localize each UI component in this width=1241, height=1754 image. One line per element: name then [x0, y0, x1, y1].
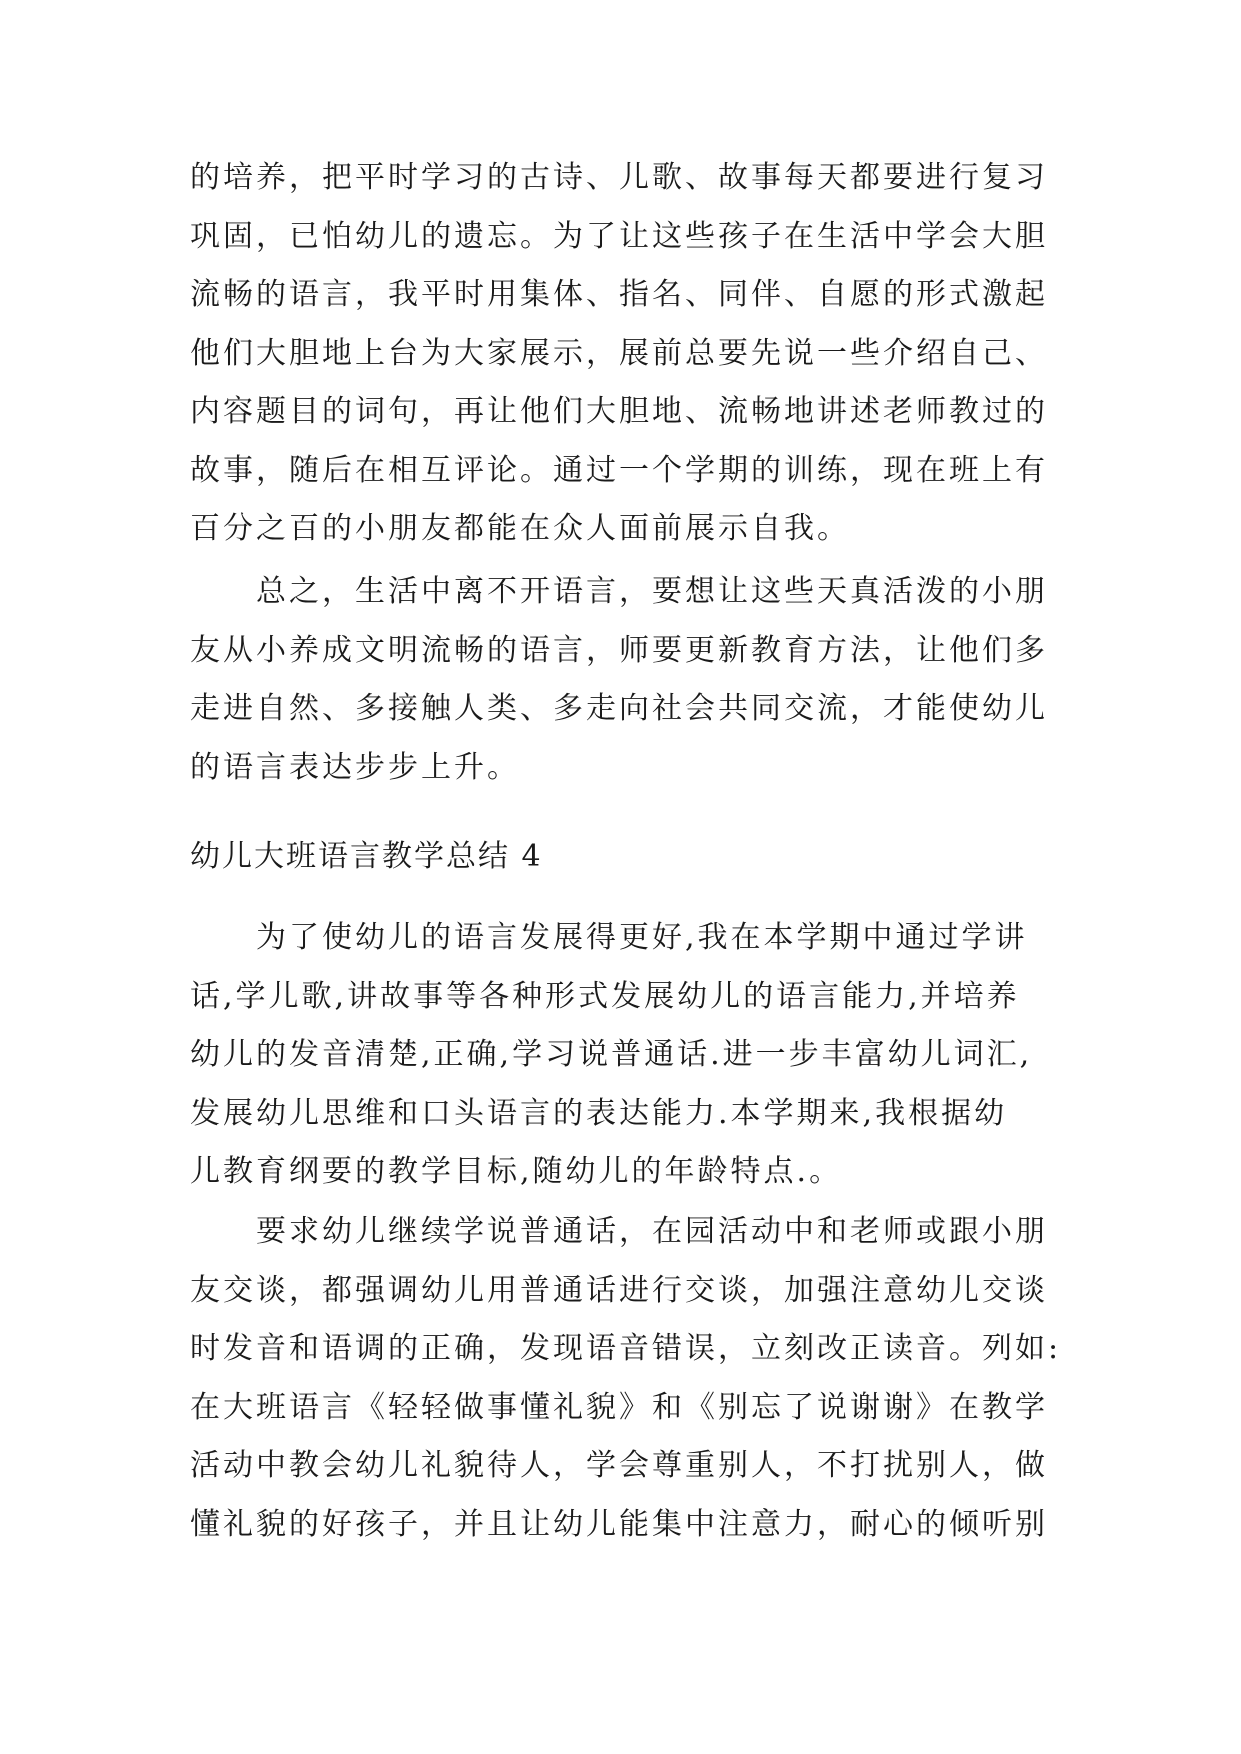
- text-line: 的语言表达步步上升。: [190, 749, 520, 785]
- text-line: 友从小养成文明流畅的语言，师要更新教育方法，让他们多: [190, 632, 1048, 668]
- text-line: 发展幼儿思维和口头语言的表达能力.本学期来,我根据幼: [190, 1095, 1008, 1131]
- paragraph-requirements: [190, 1203, 1062, 1554]
- text-line: 的培养，把平时学习的古诗、儿歌、故事每天都要进行复习: [190, 160, 1048, 195]
- text-line: 幼儿的发音清楚,正确,学习说普通话.进一步丰富幼儿词汇,: [190, 1037, 1033, 1072]
- text-line: 为了使幼儿的语言发展得更好,我在本学期中通过学讲: [256, 920, 1028, 955]
- text-line: 时发音和语调的正确，发现语音错误，立刻改正读音。列如:: [190, 1331, 1062, 1366]
- section-heading: 幼儿大班语言教学总结 4: [190, 839, 543, 874]
- text-line: 走进自然、多接触人类、多走向社会共同交流，才能使幼儿: [190, 691, 1048, 726]
- text-line: 儿教育纲要的教学目标,随幼儿的年龄特点.。: [190, 1154, 843, 1189]
- text-line: 话,学儿歌,讲故事等各种形式发展幼儿的语言能力,并培养: [190, 978, 1020, 1014]
- text-line: 总之，生活中离不开语言，要想让这些天真活泼的小朋: [256, 574, 1048, 609]
- text-line: 要求幼儿继续学说普通话，在园活动中和老师或跟小朋: [256, 1214, 1048, 1249]
- text-line: 友交谈，都强调幼儿用普通话进行交谈，加强注意幼儿交谈: [190, 1272, 1048, 1308]
- text-line: 内容题目的词句，再让他们大胆地、流畅地讲述老师教过的: [190, 394, 1048, 429]
- text-line: 懂礼貌的好孩子，并且让幼儿能集中注意力，耐心的倾听别: [190, 1506, 1048, 1542]
- paragraph-summary: [190, 563, 1050, 797]
- text-line: 故事，随后在相互评论。通过一个学期的训练，现在班上有: [190, 452, 1048, 488]
- paragraph-intro: [190, 909, 1050, 1202]
- text-line: 他们大胆地上台为大家展示，展前总要先说一些介绍自己、: [190, 335, 1048, 371]
- text-line: 流畅的语言，我平时用集体、指名、同伴、自愿的形式激起: [190, 277, 1048, 312]
- paragraph-continuation: [190, 149, 1050, 559]
- text-line: 活动中教会幼儿礼貌待人，学会尊重别人，不打扰别人，做: [190, 1448, 1048, 1483]
- text-line: 巩固，已怕幼儿的遗忘。为了让这些孩子在生活中学会大胆: [190, 218, 1048, 254]
- text-line: 在大班语言《轻轻做事懂礼貌》和《别忘了说谢谢》在教学: [190, 1389, 1048, 1425]
- text-line: 百分之百的小朋友都能在众人面前展示自我。: [190, 511, 850, 546]
